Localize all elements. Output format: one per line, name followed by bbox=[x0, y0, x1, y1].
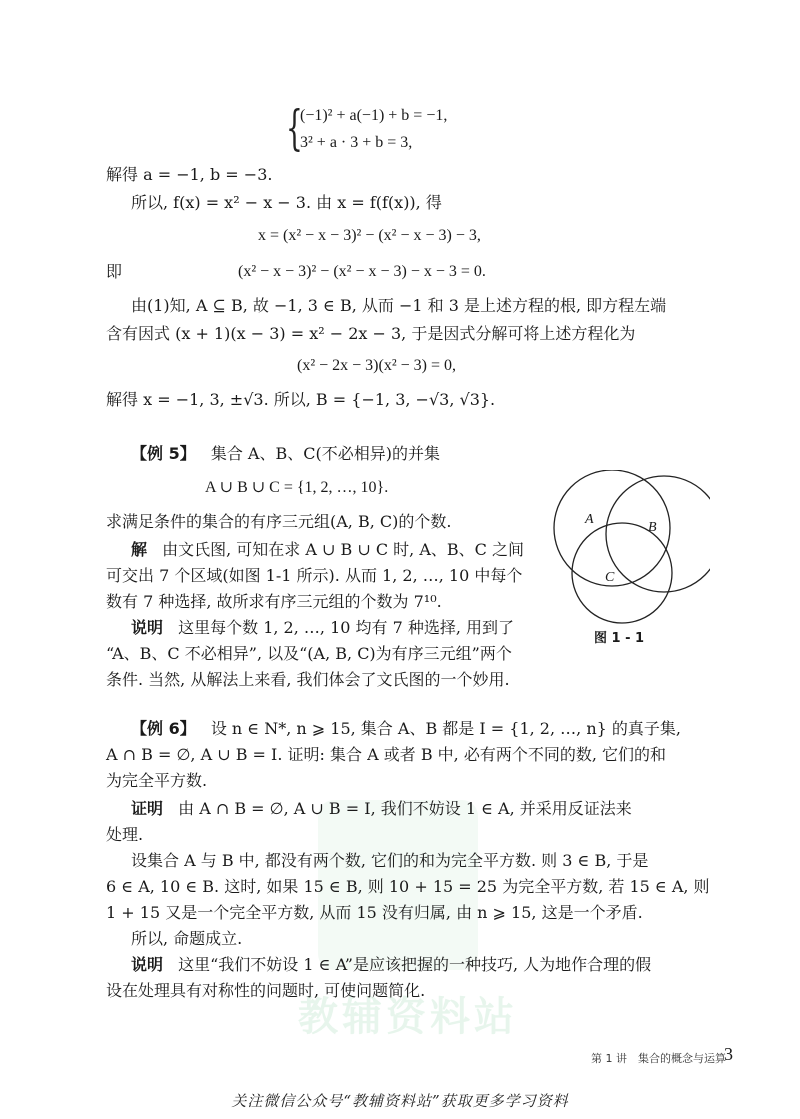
ex6-proof-text-1: 由 A ∩ B = ∅, A ∪ B = I, 我们不妨设 1 ∈ A, 并采用反证法来 bbox=[178, 799, 632, 818]
ex6-para2-3: 1 + 15 又是一个完全平方数, 从而 15 没有归属, 由 n ⩾ 15, 这是一个矛盾. bbox=[106, 903, 643, 922]
ex6-para2-1: 设集合 A 与 B 中, 都没有两个数, 它们的和为完全平方数. 则 3 ∈ B, 于是 bbox=[131, 851, 649, 870]
figure-caption: 图 1 - 1 bbox=[594, 631, 645, 646]
ji-label: 即 bbox=[106, 262, 123, 281]
ex6-proof-1 bbox=[131, 799, 632, 819]
from1-line-b: 含有因式 (x + 1)(x − 3) = x² − 2x − 3, 于是因式分解可将上述方程化为 bbox=[106, 324, 636, 343]
venn-diagram bbox=[540, 470, 710, 630]
system-line-1: (−1)² + a(−1) + b = −1, bbox=[300, 107, 448, 124]
example-5 bbox=[131, 444, 440, 464]
system-line-2: 3² + a · 3 + b = 3, bbox=[300, 134, 413, 151]
ex6-note-2: 设在处理具有对称性的问题时, 可使问题简化. bbox=[106, 981, 426, 1000]
ex5-solution-text-1: 由文氏图, 可知在求 A ∪ B ∪ C 时, A、B、C 之间 bbox=[162, 540, 524, 559]
venn-label-b: B bbox=[648, 520, 657, 535]
ex6-proof-tag: 证明 bbox=[131, 799, 164, 818]
ex5-solution-2: 可交出 7 个区域(如图 1-1 所示). 从而 1, 2, …, 10 中每个 bbox=[106, 566, 523, 585]
ex6-note-text-1: 这里“我们不妨设 1 ∈ A”是应该把握的一种技巧, 人为地作合理的假 bbox=[178, 955, 652, 974]
solve-ab: 解得 a = −1, b = −3. bbox=[106, 165, 273, 184]
ex5-solution-1 bbox=[131, 540, 524, 560]
example-5-statement: 集合 A、B、C(不必相异)的并集 bbox=[210, 444, 440, 463]
ex6-para2-2: 6 ∈ A, 10 ∈ B. 这时, 如果 15 ∈ B, 则 10 + 15 = 25 为完全平方数, 若 15 ∈ A, 则 bbox=[106, 877, 710, 896]
eq-zero: (x² − x − 3)² − (x² − x − 3) − x − 3 = 0. bbox=[238, 263, 486, 280]
ex5-note-text-1: 这里每个数 1, 2, …, 10 均有 7 种选择, 用到了 bbox=[178, 618, 515, 637]
example-6-tag: 【例 6】 bbox=[131, 719, 196, 738]
bottom-banner: 关注微信公众号“教辅资料站”获取更多学习资料 bbox=[231, 1092, 569, 1110]
ex5-note-2: “A、B、C 不必相异”, 以及“(A, B, C)为有序三元组”两个 bbox=[106, 644, 512, 663]
union-eq: A ∪ B ∪ C = {1, 2, …, 10}. bbox=[205, 479, 389, 496]
example-6-statement-3: 为完全平方数. bbox=[106, 771, 208, 790]
example-6-statement-2: A ∩ B = ∅, A ∪ B = I. 证明: 集合 A 或者 B 中, 必有两个不同的数, 它们的和 bbox=[106, 745, 667, 764]
example-5-tag: 【例 5】 bbox=[131, 444, 196, 463]
ex5-note-3: 条件. 当然, 从解法上来看, 我们体会了文氏图的一个妙用. bbox=[106, 670, 510, 689]
so-fx: 所以, f(x) = x² − x − 3. 由 x = f(f(x)), 得 bbox=[131, 193, 442, 212]
example-6-statement-1: 设 n ∈ N*, n ⩾ 15, 集合 A、B 都是 I = {1, 2, …, n} 的真子集, bbox=[210, 719, 681, 738]
ex6-note-1 bbox=[131, 955, 651, 975]
ex6-note-tag: 说明 bbox=[131, 955, 164, 974]
ex5-note-1 bbox=[131, 618, 514, 638]
eq-x: x = (x² − x − 3)² − (x² − x − 3) − 3, bbox=[258, 227, 481, 244]
watermark-text: 教辅资料站 bbox=[298, 994, 518, 1040]
chapter-label: 第 1 讲 集合的概念与运算 bbox=[591, 1052, 726, 1065]
from1-line-a: 由(1)知, A ⊆ B, 故 −1, 3 ∈ B, 从而 −1 和 3 是上述方程的根, 即方程左端 bbox=[131, 296, 667, 315]
ex6-conclude: 所以, 命题成立. bbox=[131, 929, 243, 948]
ex5-solution-tag: 解 bbox=[131, 540, 148, 559]
solve-x: 解得 x = −1, 3, ±√3. 所以, B = {−1, 3, −√3, √3}. bbox=[106, 390, 496, 409]
page-number: 3 bbox=[724, 1044, 733, 1064]
venn-label-a: A bbox=[585, 512, 594, 527]
ex5-note-tag: 说明 bbox=[131, 618, 164, 637]
ex5-solution-3: 数有 7 种选择, 故所求有序三元组的个数为 7¹⁰. bbox=[106, 592, 442, 611]
venn-circle-c bbox=[572, 523, 672, 623]
eq-factor: (x² − 2x − 3)(x² − 3) = 0, bbox=[297, 357, 456, 374]
venn-label-c: C bbox=[605, 570, 615, 585]
left-brace: { bbox=[286, 100, 303, 156]
ex6-proof-2: 处理. bbox=[106, 825, 144, 844]
example-6 bbox=[131, 719, 681, 739]
ex5-ask: 求满足条件的集合的有序三元组(A, B, C)的个数. bbox=[106, 512, 452, 531]
